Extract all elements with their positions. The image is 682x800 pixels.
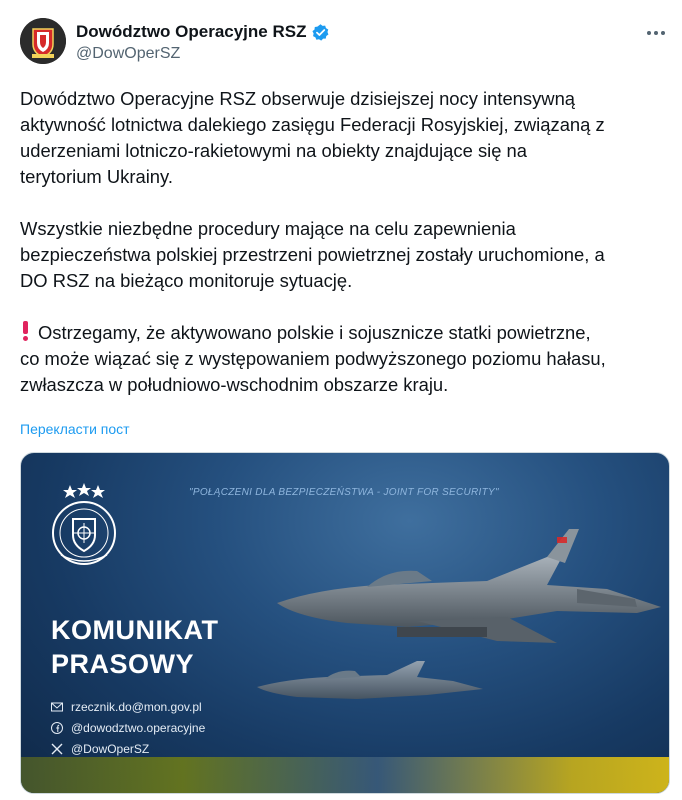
contact-x-text: @DowOperSZ xyxy=(71,741,150,756)
tweet-text xyxy=(20,86,670,398)
paragraph-1: Dowództwo Operacyjne RSZ obserwuje dzisiejszej nocy intensywną aktywność lotnictwa dalekiego zasięgu Federacji Rosyjskiej, związaną z uderzeniami lotniczo-rakietowymi na obiekty znajdujące się na terytorium Ukrainy. xyxy=(20,88,605,187)
x-logo-icon xyxy=(51,743,63,755)
title-line-1: KOMUNIKAT xyxy=(51,615,219,645)
contact-x xyxy=(51,739,205,758)
paragraph-3 xyxy=(20,320,670,398)
contact-facebook-text: @dowodztwo.operacyjne xyxy=(71,720,206,735)
avatar[interactable] xyxy=(20,18,66,64)
contact-email-text: rzecznik.do@mon.gov.pl xyxy=(71,699,202,714)
fighter-jets-illustration xyxy=(257,523,670,723)
translate-post-link[interactable]: Перекласти пост xyxy=(20,421,130,437)
contact-email xyxy=(51,697,205,716)
more-horizontal-icon[interactable] xyxy=(644,22,668,42)
title-line-2: PRASOWY xyxy=(51,649,195,679)
press-release-title xyxy=(51,613,218,681)
slogan: "POŁĄCZENI DLA BEZPIECZEŃSTWA - JOINT FOR SECURITY" xyxy=(189,487,499,498)
command-emblem-icon xyxy=(20,18,66,64)
display-name[interactable]: Dowództwo Operacyjne RSZ xyxy=(76,22,307,41)
mail-icon xyxy=(51,701,63,713)
handle[interactable]: @DowOperSZ xyxy=(76,45,181,62)
name-row xyxy=(76,22,330,42)
media-image[interactable] xyxy=(20,452,670,794)
contacts-list xyxy=(51,697,205,760)
author-block xyxy=(76,22,330,63)
facebook-icon xyxy=(51,722,63,734)
operational-command-emblem-icon xyxy=(49,481,119,569)
paragraph-2: Wszystkie niezbędne procedury mające na celu zapewnienia bezpieczeństwa polskiej przestrzeni powietrznej zostały uruchomione, a DO RSZ na bieżąco monitoruje sytuację. xyxy=(20,218,605,291)
exclamation-icon xyxy=(20,321,30,341)
flag-stripe xyxy=(21,757,669,793)
tweet-header xyxy=(20,16,670,72)
verified-badge-icon xyxy=(311,23,330,42)
paragraph-3-text: Ostrzegamy, że aktywowano polskie i sojusznicze statki powietrzne, co może wiązać się z występowaniem podwyższonego poziomu hałasu, zwłaszcza w południowo-wschodnim obszarze kraju. xyxy=(20,322,606,395)
contact-facebook xyxy=(51,718,205,737)
